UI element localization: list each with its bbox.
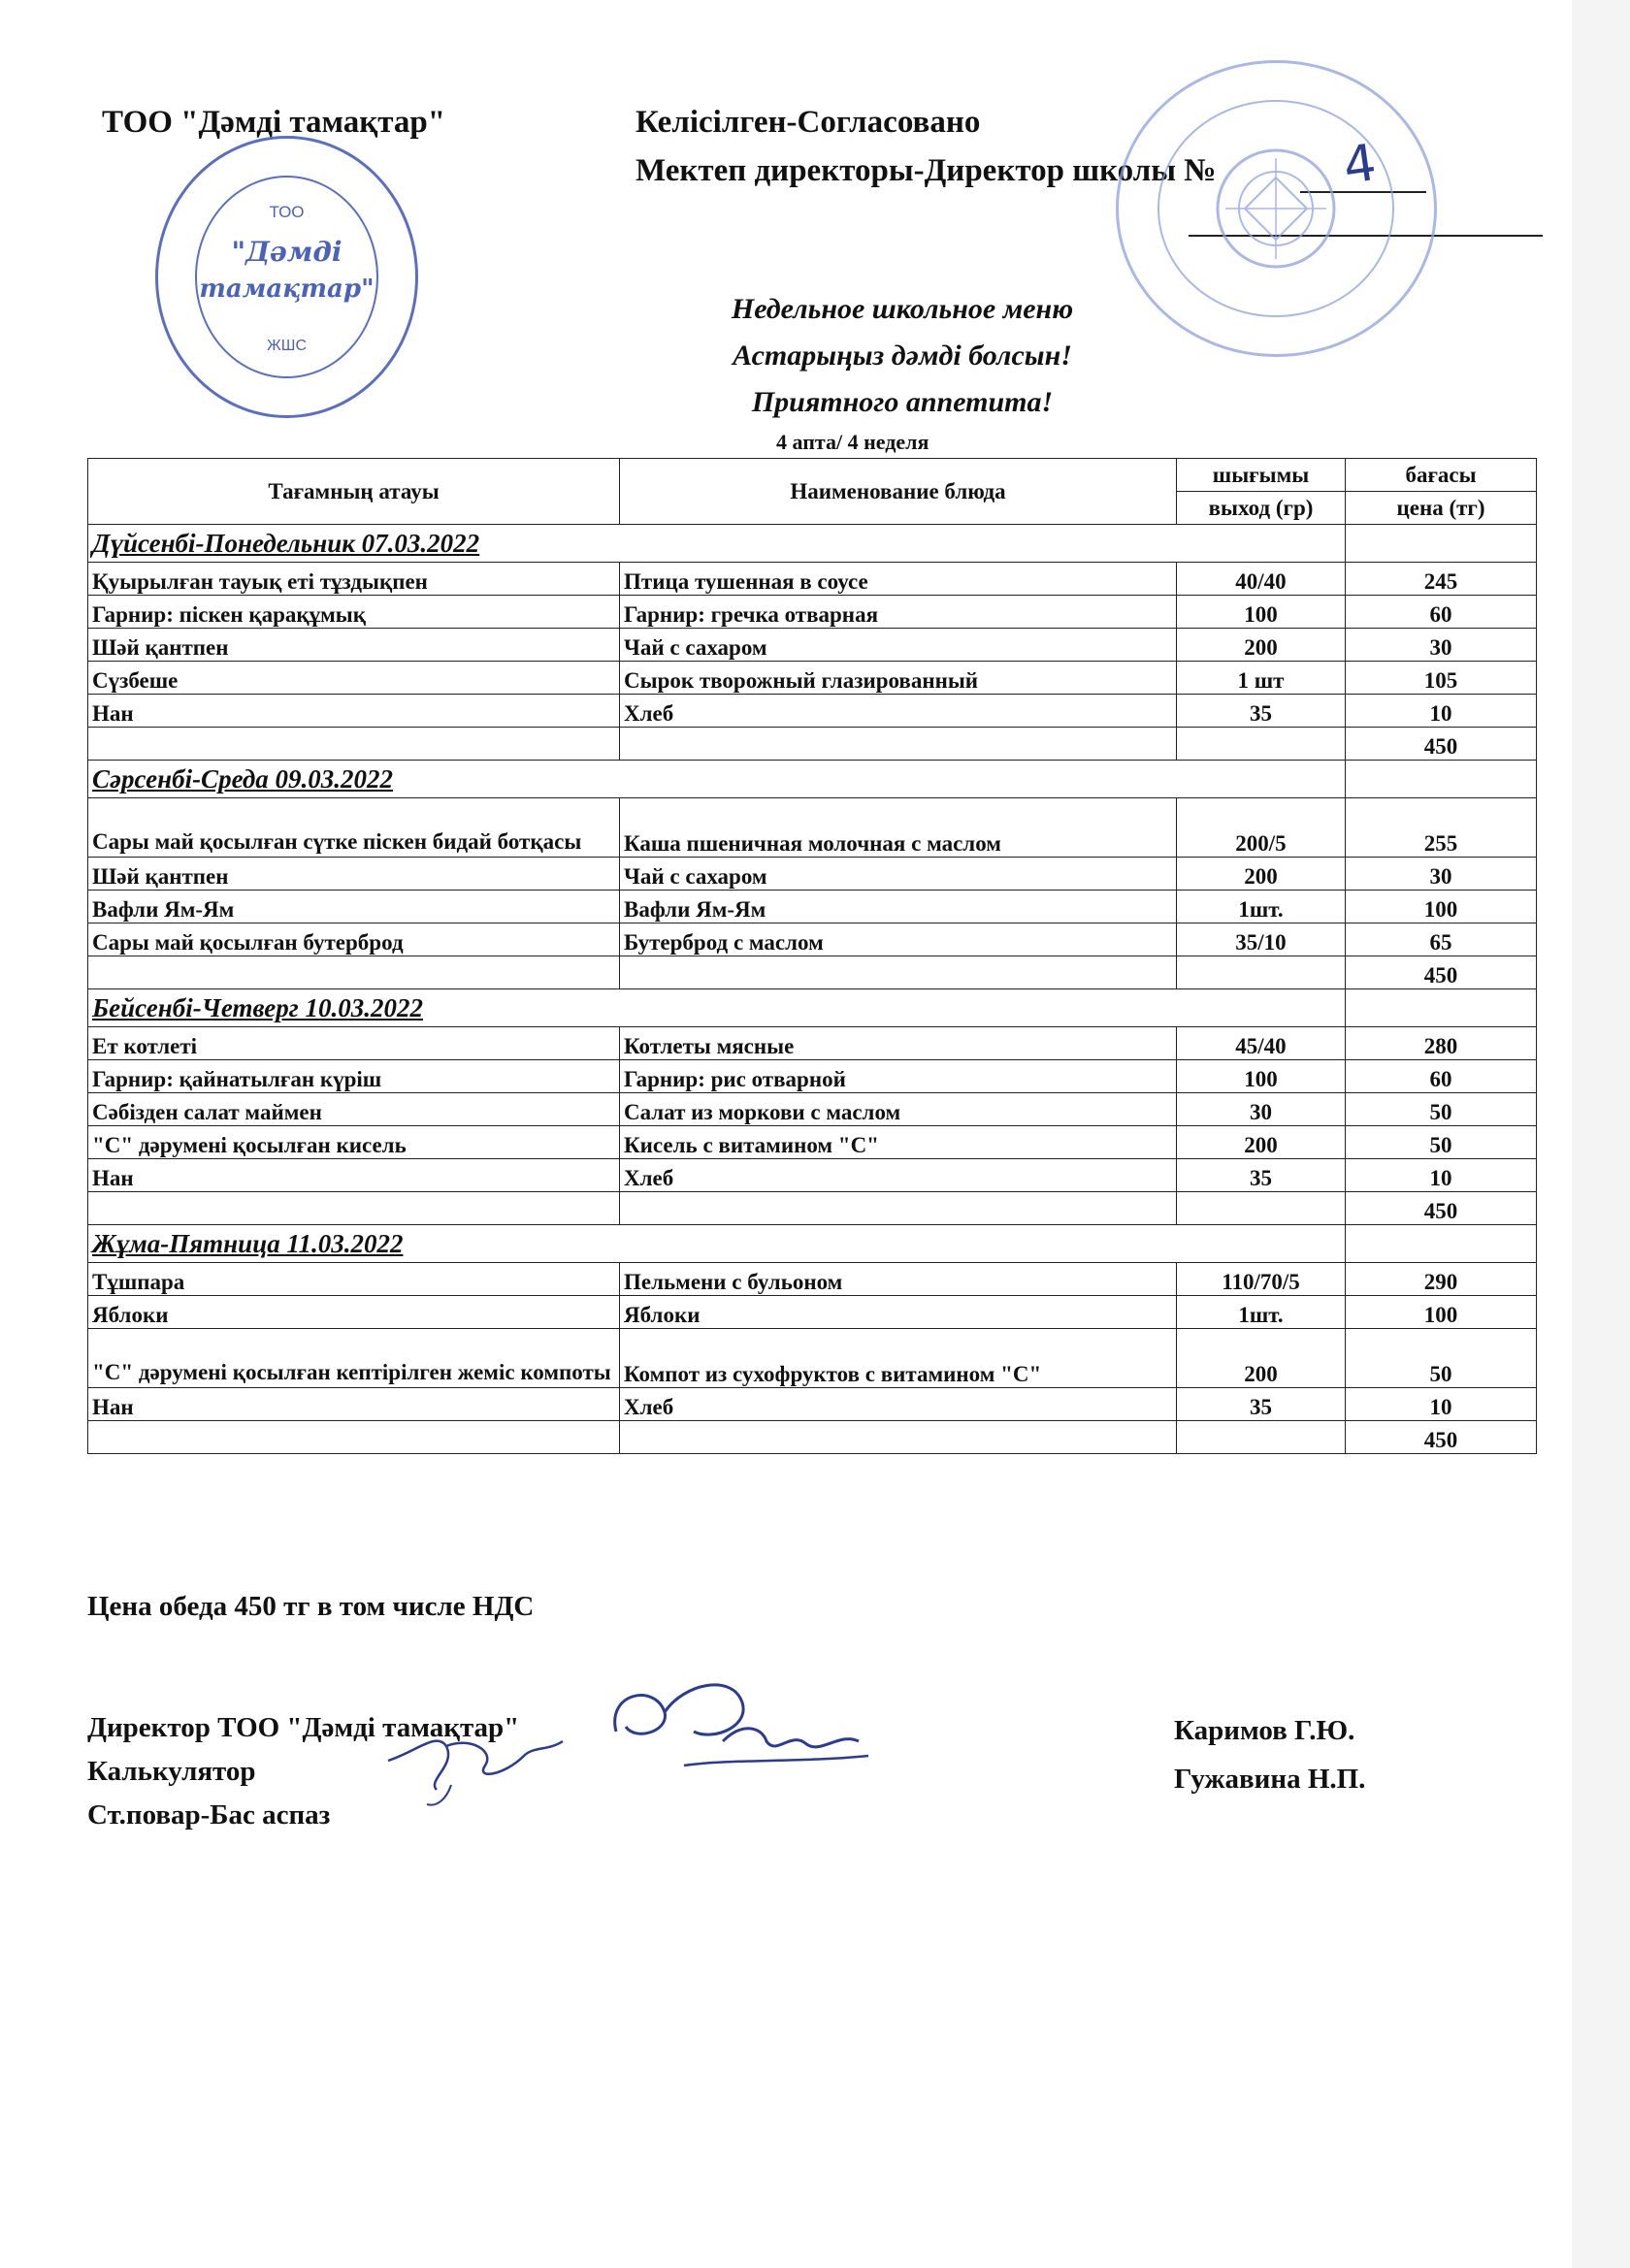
- table-row: [88, 1159, 1537, 1192]
- chef-label: Ст.повар-Бас аспаз: [87, 1799, 331, 1831]
- table-row: [88, 596, 1537, 629]
- dish-output: 35/10: [1177, 923, 1346, 956]
- dish-kz: Вафли Ям-Ям: [88, 891, 620, 923]
- dish-ru: Котлеты мясные: [620, 1027, 1177, 1060]
- table-row: [88, 1329, 1537, 1388]
- dish-price: 10: [1346, 1159, 1537, 1192]
- agreed-label: Келісілген-Согласовано: [636, 105, 981, 140]
- dish-ru: Бутерброд с маслом: [620, 923, 1177, 956]
- dish-kz: Яблоки: [88, 1296, 620, 1329]
- dish-ru: Кисель с витамином "С": [620, 1126, 1177, 1159]
- dish-output: 100: [1177, 596, 1346, 629]
- header-col-ru: Наименование блюда: [620, 459, 1177, 525]
- day-total: 450: [1346, 728, 1537, 761]
- dish-ru: Гарнир: рис отварной: [620, 1060, 1177, 1093]
- total-row: [88, 1421, 1537, 1454]
- dish-kz: Сәбізден салат маймен: [88, 1093, 620, 1126]
- table-row: [88, 629, 1537, 662]
- dish-price: 65: [1346, 923, 1537, 956]
- day-title: Сәрсенбі-Среда 09.03.2022: [88, 761, 1346, 798]
- dish-ru: Салат из моркови с маслом: [620, 1093, 1177, 1126]
- menu-greeting-ru: Приятного аппетита!: [751, 386, 1054, 418]
- table-row: [88, 1126, 1537, 1159]
- dish-output: 45/40: [1177, 1027, 1346, 1060]
- dish-output: 1 шт: [1177, 662, 1346, 695]
- stamp-center-1: "Дәмді: [231, 236, 342, 268]
- table-row: [88, 1060, 1537, 1093]
- dish-price: 280: [1346, 1027, 1537, 1060]
- dish-ru: Сырок творожный глазированный: [620, 662, 1177, 695]
- school-number: 4: [1339, 133, 1381, 197]
- dish-price: 10: [1346, 1388, 1537, 1421]
- dish-output: 200: [1177, 858, 1346, 891]
- dish-price: 50: [1346, 1126, 1537, 1159]
- dish-kz: Тұшпара: [88, 1263, 620, 1296]
- table-row: [88, 1027, 1537, 1060]
- header-col-kz: Тағамның атауы: [88, 459, 620, 525]
- dish-output: 35: [1177, 1388, 1346, 1421]
- dish-output: 100: [1177, 1060, 1346, 1093]
- header-output-kz: шығымы: [1177, 459, 1346, 492]
- table-row: [88, 891, 1537, 923]
- dish-kz: Нан: [88, 695, 620, 728]
- day-row: [88, 761, 1537, 798]
- menu-table: [87, 458, 1537, 1454]
- scan-edge: [1572, 0, 1630, 2268]
- dish-ru: Каша пшеничная молочная с маслом: [620, 798, 1177, 858]
- dish-price: 255: [1346, 798, 1537, 858]
- table-row: [88, 858, 1537, 891]
- day-title: Дүйсенбі-Понедельник 07.03.2022: [88, 525, 1346, 563]
- dish-kz: "С" дәрумені қосылған кептірілген жеміс компоты: [88, 1329, 620, 1388]
- day-row: [88, 525, 1537, 563]
- dish-price: 60: [1346, 596, 1537, 629]
- dish-ru: Хлеб: [620, 1159, 1177, 1192]
- dish-kz: Шәй қантпен: [88, 858, 620, 891]
- dish-kz: Гарнир: қайнатылған күріш: [88, 1060, 620, 1093]
- table-row: [88, 1296, 1537, 1329]
- dish-output: 40/40: [1177, 563, 1346, 596]
- dish-price: 290: [1346, 1263, 1537, 1296]
- dish-kz: "С" дәрумені қосылған кисель: [88, 1126, 620, 1159]
- dish-output: 1шт.: [1177, 1296, 1346, 1329]
- dish-output: 35: [1177, 695, 1346, 728]
- director-line-text: Мектеп директоры-Директор школы №: [636, 153, 1217, 188]
- day-title: Бейсенбі-Четверг 10.03.2022: [88, 989, 1346, 1027]
- seal-emblem-icon: [1119, 63, 1434, 354]
- table-row: [88, 798, 1537, 858]
- calculator-name: Гужавина Н.П.: [1174, 1764, 1366, 1795]
- dish-ru: Гарнир: гречка отварная: [620, 596, 1177, 629]
- header-price-kz: бағасы: [1346, 459, 1537, 492]
- dish-kz: Сары май қосылған бутерброд: [88, 923, 620, 956]
- total-row: [88, 728, 1537, 761]
- table-row: [88, 1093, 1537, 1126]
- company-name: ТОО "Дәмді тамақтар": [102, 105, 446, 140]
- dish-ru: Яблоки: [620, 1296, 1177, 1329]
- dish-kz: Ет котлеті: [88, 1027, 620, 1060]
- dish-price: 50: [1346, 1329, 1537, 1388]
- dish-ru: Чай с сахаром: [620, 629, 1177, 662]
- dish-ru: Хлеб: [620, 1388, 1177, 1421]
- company-stamp: [155, 136, 418, 418]
- table-row: [88, 662, 1537, 695]
- dish-kz: Гарнир: піскен қарақұмық: [88, 596, 620, 629]
- stamp-center-2: тамақтар": [199, 275, 375, 304]
- dish-kz: Сары май қосылған сүтке піскен бидай ботқасы: [88, 798, 620, 858]
- table-row: [88, 1388, 1537, 1421]
- dish-output: 1шт.: [1177, 891, 1346, 923]
- table-row: [88, 1263, 1537, 1296]
- dish-price: 30: [1346, 629, 1537, 662]
- dish-kz: Нан: [88, 1159, 620, 1192]
- calculator-signature-icon: [378, 1722, 572, 1809]
- dish-output: 200/5: [1177, 798, 1346, 858]
- price-note: Цена обеда 450 тг в том числе НДС: [87, 1591, 535, 1622]
- table-row: [88, 695, 1537, 728]
- total-row: [88, 1192, 1537, 1225]
- dish-price: 100: [1346, 891, 1537, 923]
- dish-ru: Чай с сахаром: [620, 858, 1177, 891]
- total-row: [88, 956, 1537, 989]
- day-total: 450: [1346, 1421, 1537, 1454]
- director-signature-icon: [597, 1673, 878, 1809]
- calculator-label: Калькулятор: [87, 1756, 256, 1787]
- dish-price: 10: [1346, 695, 1537, 728]
- dish-price: 105: [1346, 662, 1537, 695]
- menu-greeting-kz: Астарыңыз дәмді болсын!: [733, 340, 1072, 372]
- dish-ru: Вафли Ям-Ям: [620, 891, 1177, 923]
- dish-output: 200: [1177, 629, 1346, 662]
- dish-kz: Қуырылған тауық еті тұздықпен: [88, 563, 620, 596]
- dish-price: 50: [1346, 1093, 1537, 1126]
- header-price-ru: цена (тг): [1346, 492, 1537, 525]
- dish-price: 100: [1346, 1296, 1537, 1329]
- stamp-top-text: ТОО: [269, 203, 305, 221]
- week-label: 4 апта/ 4 неделя: [776, 430, 929, 454]
- director-label: Директор ТОО "Дәмді тамақтар": [87, 1712, 520, 1743]
- day-row: [88, 1225, 1537, 1263]
- dish-price: 245: [1346, 563, 1537, 596]
- dish-output: 110/70/5: [1177, 1263, 1346, 1296]
- table-row: [88, 923, 1537, 956]
- day-row: [88, 989, 1537, 1027]
- dish-ru: Компот из сухофруктов с витамином "С": [620, 1329, 1177, 1388]
- dish-output: 200: [1177, 1329, 1346, 1388]
- director-name: Каримов Г.Ю.: [1174, 1715, 1355, 1746]
- day-total: 450: [1346, 1192, 1537, 1225]
- dish-price: 30: [1346, 858, 1537, 891]
- dish-output: 35: [1177, 1159, 1346, 1192]
- dish-ru: Птица тушенная в соусе: [620, 563, 1177, 596]
- dish-output: 200: [1177, 1126, 1346, 1159]
- dish-kz: Сүзбеше: [88, 662, 620, 695]
- dish-output: 30: [1177, 1093, 1346, 1126]
- stamp-bottom-text: ЖШС: [267, 338, 307, 354]
- dish-ru: Хлеб: [620, 695, 1177, 728]
- dish-ru: Пельмени с бульоном: [620, 1263, 1177, 1296]
- day-total: 450: [1346, 956, 1537, 989]
- header-output-ru: выход (гр): [1177, 492, 1346, 525]
- dish-kz: Нан: [88, 1388, 620, 1421]
- table-row: [88, 563, 1537, 596]
- dish-kz: Шәй қантпен: [88, 629, 620, 662]
- dish-price: 60: [1346, 1060, 1537, 1093]
- day-title: Жұма-Пятница 11.03.2022: [88, 1225, 1346, 1263]
- menu-title: Недельное школьное меню: [731, 293, 1074, 325]
